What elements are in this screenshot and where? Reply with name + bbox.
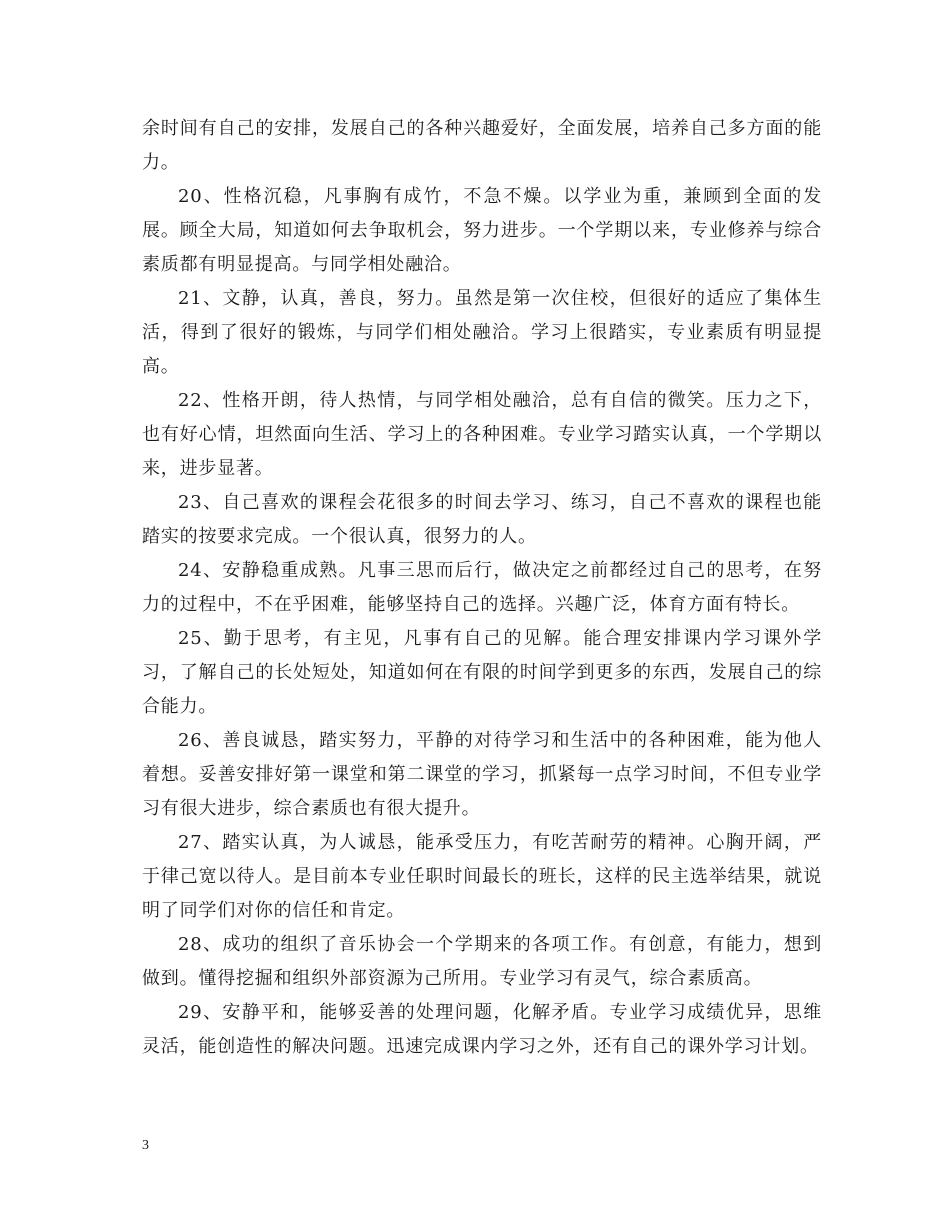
paragraph-item-21: 21、文静，认真，善良，努力。虽然是第一次住校，但很好的适应了集体生活，得到了很好的锻炼，与同学们相处融洽。学习上很踏实，专业素质有明显提高。 (142, 288, 822, 377)
page-body (142, 112, 822, 1064)
paragraph-item-26: 26、善良诚恳，踏实努力，平静的对待学习和生活中的各种困难，能为他人着想。妥善安排好第一课堂和第二课堂的学习，抓紧每一点学习时间，不但专业学习有很大进步，综合素质也有很大提升。 (142, 730, 822, 819)
paragraph-item-23: 23、自己喜欢的课程会花很多的时间去学习、练习，自己不喜欢的课程也能踏实的按要求完成。一个很认真，很努力的人。 (142, 492, 822, 547)
page-number: 3 (142, 1138, 149, 1153)
paragraph-item-29: 29、安静平和，能够妥善的处理问题，化解矛盾。专业学习成绩优异，思维灵活，能创造性的解决问题。迅速完成课内学习之外，还有自己的课外学习计划。 (142, 1002, 822, 1057)
paragraph-item-20: 20、性格沉稳，凡事胸有成竹，不急不燥。以学业为重，兼顾到全面的发展。顾全大局，知道如何去争取机会，努力进步。一个学期以来，专业修养与综合素质都有明显提高。与同学相处融洽。 (142, 186, 822, 275)
paragraph-item-25: 25、勤于思考，有主见，凡事有自己的见解。能合理安排课内学习课外学习，了解自己的长处短处，知道如何在有限的时间学到更多的东西，发展自己的综合能力。 (142, 628, 822, 717)
paragraph-item-24: 24、安静稳重成熟。凡事三思而后行，做决定之前都经过自己的思考，在努力的过程中，不在乎困难，能够坚持自己的选择。兴趣广泛，体育方面有特长。 (142, 560, 822, 615)
paragraph-item-27: 27、踏实认真，为人诚恳，能承受压力，有吃苦耐劳的精神。心胸开阔，严于律己宽以待人。是目前本专业任职时间最长的班长，这样的民主选举结果，就说明了同学们对你的信任和肯定。 (142, 832, 822, 921)
paragraph-item-22: 22、性格开朗，待人热情，与同学相处融洽，总有自信的微笑。压力之下，也有好心情，坦然面向生活、学习上的各种困难。专业学习踏实认真，一个学期以来，进步显著。 (142, 390, 822, 479)
paragraph-continuation: 余时间有自己的安排，发展自己的各种兴趣爱好，全面发展，培养自己多方面的能力。 (142, 118, 822, 173)
paragraph-item-28: 28、成功的组织了音乐协会一个学期来的各项工作。有创意，有能力，想到做到。懂得挖掘和组织外部资源为己所用。专业学习有灵气，综合素质高。 (142, 934, 822, 989)
